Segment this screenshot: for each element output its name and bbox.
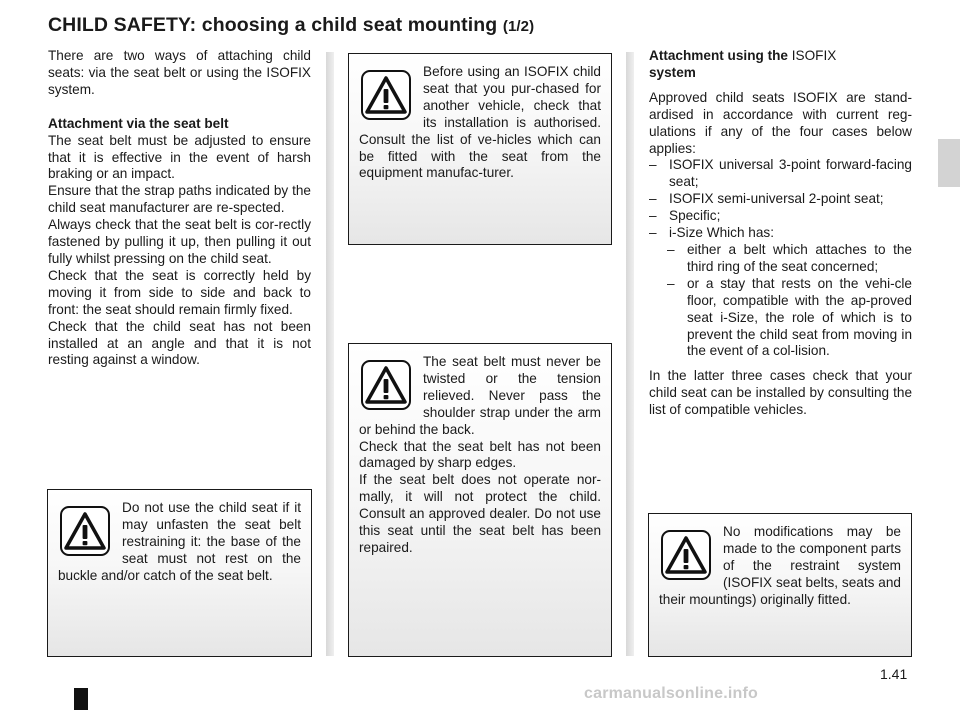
seat-belt-paragraph-1: The seat belt must be adjusted to ensure that it is effective in the event of harsh braking or an impact.: [48, 132, 311, 182]
list-item: – ISOFIX universal 3-point forward-facing seat;: [649, 157, 912, 190]
watermark-text: carmanualsonline.info: [584, 685, 759, 702]
column-divider-left: [326, 52, 334, 656]
sub-list-item: – or a stay that rests on the vehi-cle floor, compatible with the ap-proved seat i-Size, the role of which is to prevent the child seat from moving in the event of a col-lision.: [667, 275, 912, 359]
page-title-suffix: (1/2): [502, 18, 535, 35]
warning-text-child-seat: Do not use the child seat if it may unfasten the seat belt restraining it: the base of the seat must not rest on the buckle and/or catch of the seat belt.: [58, 500, 301, 583]
intro-paragraph: There are two ways of attaching child seats: via the seat belt or using the ISOFIX system.: [48, 48, 311, 97]
right-column: [649, 48, 912, 419]
warning-text-isofix-purchase: Before using an ISOFIX child seat that you pur-chased for another vehicle, check that its installation is authorised. Consult the list of ve-hicles which can be fitted with the seat from the equipment manufac-turer.: [359, 64, 601, 181]
warning-box-seat-belt: [348, 343, 612, 657]
isofix-heading: [649, 48, 912, 82]
isofix-intro: Approved child seats ISOFIX are stand-ardised in accordance with current reg-ulations if any of the four cases below applies:: [649, 89, 912, 156]
isofix-heading-bold: Attachment using the: [649, 48, 788, 63]
page-title-text: CHILD SAFETY: choosing a child seat mounting: [48, 14, 498, 36]
list-item: – ISOFIX semi-universal 2-point seat;: [649, 191, 884, 207]
section-tab: [938, 139, 960, 187]
list-item: – Specific;: [649, 208, 721, 224]
list-item: – i-Size Which has:: [649, 225, 775, 241]
warning-triangle-icon: [361, 360, 411, 410]
isofix-heading-line2: system: [649, 64, 696, 80]
isofix-heading-normal: ISOFIX: [791, 48, 837, 63]
page-title: [48, 14, 534, 37]
warning-triangle-icon: [60, 506, 110, 556]
warning-box-child-seat: [47, 489, 312, 657]
column-divider-right: [626, 52, 634, 656]
seat-belt-paragraph-3: Always check that the seat belt is cor-rectly fastened by pulling it up, then pulling it out fully whilst pressing on the child seat.: [48, 217, 311, 266]
warning-text-seat-belt-2: Check that the seat belt has not been damaged by sharp edges.: [359, 438, 601, 471]
isofix-closing: In the latter three cases check that your child seat can be installed by consulting the list of compatible vehicles.: [649, 368, 912, 418]
seat-belt-paragraph-4: Check that the seat is correctly held by moving it from side to side and back to front: the seat should remain firmly fixed.: [48, 267, 311, 317]
seat-belt-paragraph-2: Ensure that the strap paths indicated by the child seat manufacturer are re-spected.: [48, 183, 311, 216]
warning-text-seat-belt-1: The seat belt must never be twisted or the tension relieved. Never pass the shoulder strap under the arm or behind the back.: [359, 354, 601, 437]
seat-belt-paragraph-5: Check that the child seat has not been installed at an angle and that it is not resting against a window.: [48, 318, 311, 368]
warning-triangle-icon: [661, 530, 711, 580]
isofix-case-list: [649, 157, 912, 360]
sub-list-item: – either a belt which attaches to the third ring of the seat concerned;: [667, 241, 912, 274]
warning-box-isofix-purchase: [348, 53, 612, 245]
page-number: 1.41: [880, 666, 908, 682]
seat-belt-heading: Attachment via the seat belt: [48, 115, 229, 131]
warning-box-no-modifications: [648, 513, 912, 657]
bottom-mark: [74, 688, 88, 710]
warning-triangle-icon: [361, 70, 411, 120]
warning-text-seat-belt-3: If the seat belt does not operate nor-mally, it will not protect the child. Consult an approved dealer. Do not use this seat until the seat belt has been repaired.: [359, 472, 601, 555]
left-column: [48, 48, 311, 369]
warning-text-no-modifications: No modifications may be made to the component parts of the restraint system (ISOFIX seat belts, seats and their mountings) originally fitted.: [659, 524, 901, 607]
